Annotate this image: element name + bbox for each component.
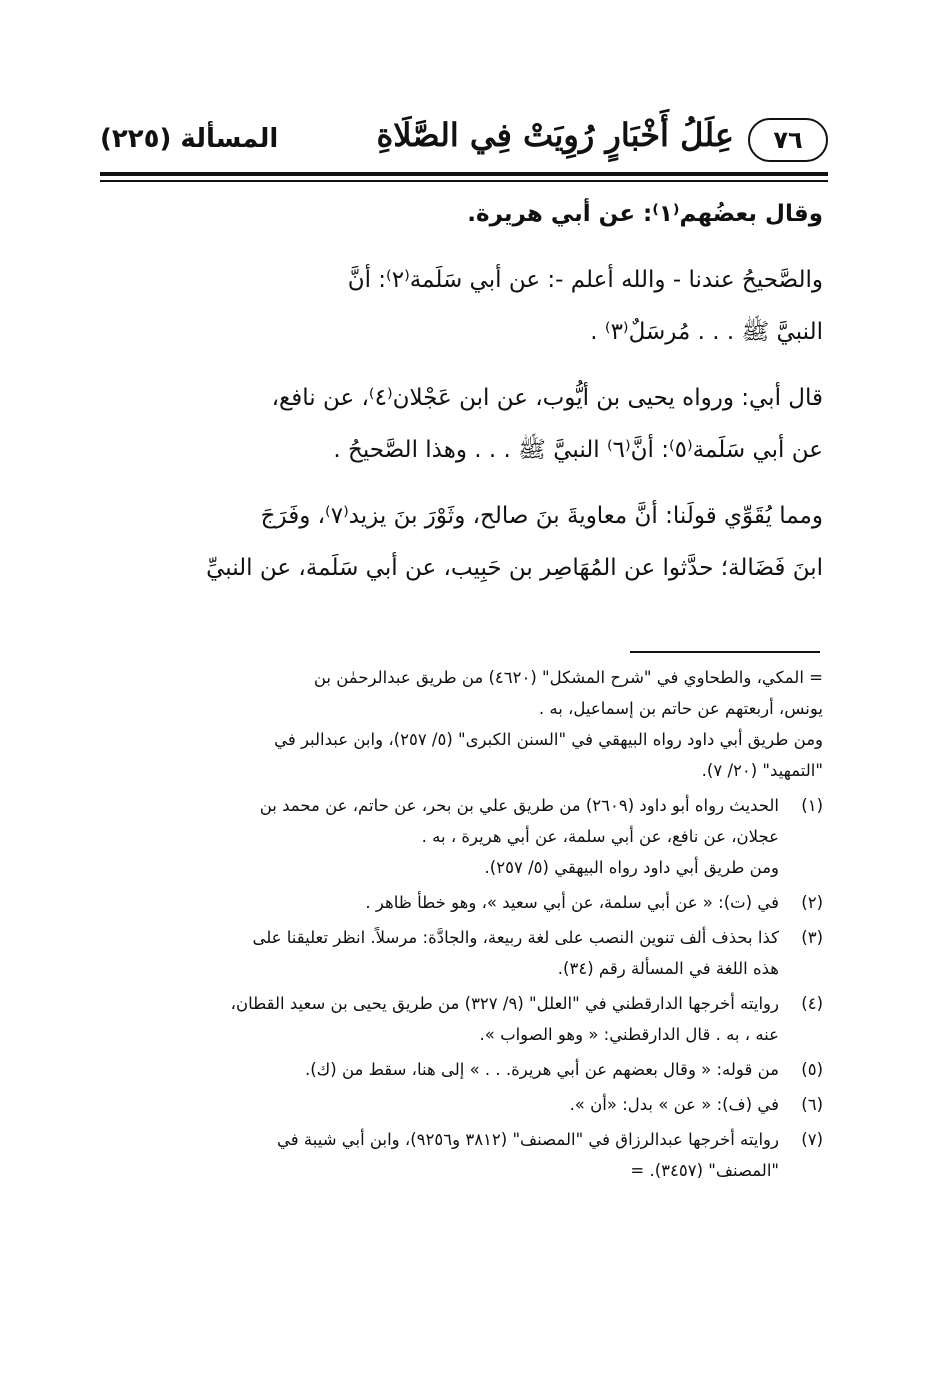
footnote-number: (١) (801, 796, 823, 815)
text-line: ومما يُقَوِّي قولَنا: أنَّ معاويةَ بنَ صالح، وثَوْرَ بنَ يزيد⁽٧⁾، وفَرَجَ (260, 503, 823, 529)
footnote-separator (630, 651, 820, 653)
paragraph (108, 188, 823, 240)
main-text (108, 188, 823, 594)
footnote-line: "المصنف" (٣٤٥٧). = (630, 1161, 779, 1180)
footnote-line: ومن طريق أبي داود رواه البيهقي (٥/ ٢٥٧). (484, 858, 779, 877)
footnote-line: "التمهيد" (٢٠/ ٧). (701, 761, 823, 780)
header-rule-thin (100, 180, 828, 182)
footnote-number: (٥) (801, 1060, 823, 1079)
paragraph (108, 490, 823, 594)
footnote-number: (٧) (801, 1130, 823, 1149)
footnote-line: يونس، أربعتهم عن حاتم بن إسماعيل، به . (538, 699, 823, 718)
footnote-3 (108, 922, 823, 984)
footnote-line: روايته أخرجها الدارقطني في "العلل" (٩/ ٣٢٧) من طريق يحيى بن سعيد القطان، (230, 994, 779, 1013)
issue-label: المسألة (٢٢٥) (100, 124, 279, 154)
footnote-continued (108, 662, 823, 786)
footnote-number: (٤) (801, 994, 823, 1013)
text-line: قال أبي: ورواه يحيى بن أيُّوب، عن ابن عَجْلان⁽٤⁾، عن نافع، (271, 385, 823, 411)
footnote-line: كذا بحذف ألف تنوين النصب على لغة ربيعة، والجادَّة: مرسلاً. انظر تعليقنا على (252, 928, 779, 947)
footnote-5 (108, 1054, 823, 1085)
footnote-line: ومن طريق أبي داود رواه البيهقي في "السنن الكبرى" (٥/ ٢٥٧)، وابن عبدالبر في (274, 730, 823, 749)
text-line: عن أبي سَلَمة⁽٥⁾: أنَّ⁽٦⁾ النبيَّ ﷺ . . . وهذا الصَّحيحُ . (333, 437, 823, 463)
footnote-1 (108, 790, 823, 883)
footnote-number: (٣) (801, 928, 823, 947)
text-line: وقال بعضُهم⁽١⁾: عن أبي هريرة. (467, 201, 823, 227)
header-rule-thick (100, 172, 828, 176)
footnote-4 (108, 988, 823, 1050)
footnote-line: الحديث رواه أبو داود (٢٦٠٩) من طريق علي بن بحر، عن حاتم، عن محمد بن (259, 796, 779, 815)
footnote-line: في (ف): « عن » بدل: «أن ». (569, 1095, 779, 1114)
text-line: النبيَّ ﷺ . . . مُرسَلٌ⁽٣⁾ . (590, 319, 823, 345)
footnote-number: (٦) (801, 1095, 823, 1114)
page-number: ٧٦ (748, 118, 828, 162)
footnotes (108, 662, 823, 1190)
footnote-7 (108, 1124, 823, 1186)
text-line: والصَّحيحُ عندنا - والله أعلم -: عن أبي سَلَمة⁽٢⁾: أنَّ (347, 267, 823, 293)
footnote-line: = المكي، والطحاوي في "شرح المشكل" (٤٦٢٠) من طريق عبدالرحمٰن بن (313, 668, 823, 687)
paragraph (108, 372, 823, 476)
footnote-line: روايته أخرجها عبدالرزاق في "المصنف" (٣٨١٢ و٩٢٥٦)، وابن أبي شيبة في (277, 1130, 779, 1149)
footnote-line: عنه ، به . قال الدارقطني: « وهو الصواب ». (479, 1025, 779, 1044)
footnote-number: (٢) (801, 893, 823, 912)
footnote-6 (108, 1089, 823, 1120)
text-line: ابنَ فَضَالة؛ حدَّثوا عن المُهَاصِر بن حَبِيب، عن أبي سَلَمة، عن النبيِّ (206, 555, 823, 581)
footnote-line: عجلان، عن نافع، عن أبي سلمة، عن أبي هريرة ، به . (421, 827, 779, 846)
book-title: عِلَلُ أَخْبَارٍ رُوِيَتْ فِي الصَّلَاةِ (376, 116, 734, 154)
footnote-2 (108, 887, 823, 918)
page-header (100, 112, 828, 172)
footnote-line: هذه اللغة في المسألة رقم (٣٤). (557, 959, 779, 978)
footnote-line: في (ت): « عن أبي سلمة، عن أبي سعيد »، وهو خطأ ظاهر . (365, 893, 779, 912)
paragraph (108, 254, 823, 358)
footnote-line: من قوله: « وقال بعضهم عن أبي هريرة. . . » إلى هنا، سقط من (ك). (305, 1060, 779, 1079)
